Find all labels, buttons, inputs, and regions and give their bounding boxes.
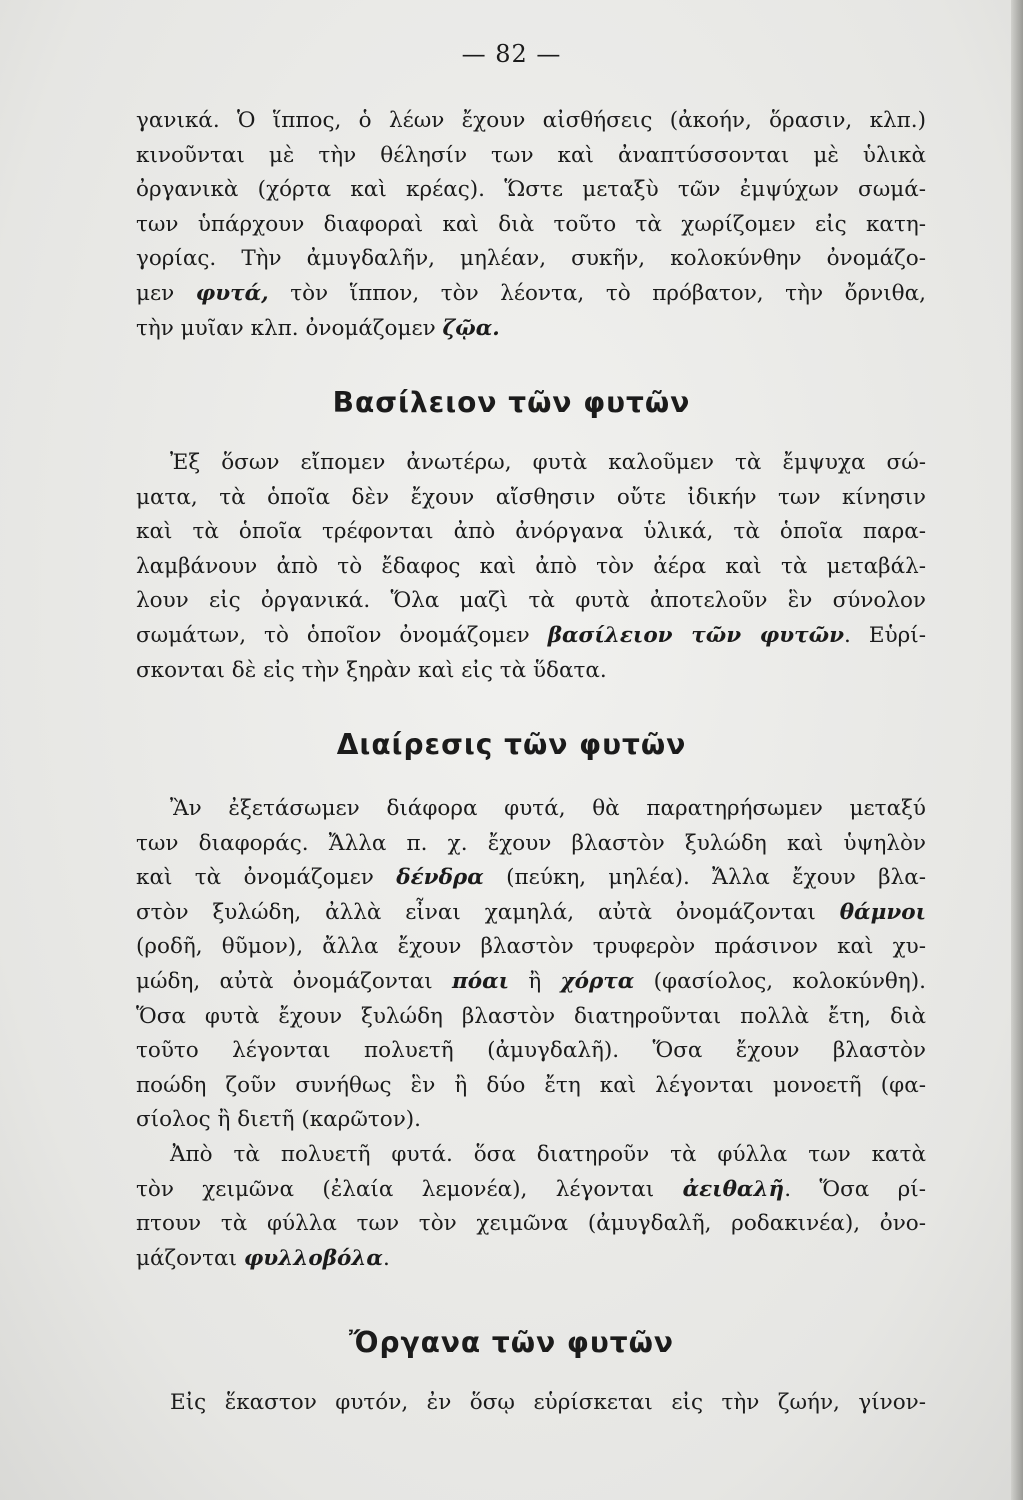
term-plant-kingdom: βασίλειον τῶν φυτῶν: [547, 622, 845, 648]
text-line: ματα, τὰ ὁποῖα δὲν ἔχουν αἴσθησιν οὔτε ἰδικήν των κίνησιν: [136, 484, 926, 510]
text-line: γανικά. Ὁ ἵππος, ὁ λέων ἔχουν αἰσθήσεις (ἀκοήν, ὅρασιν, κλπ.): [136, 108, 926, 133]
text-line: (ροδῆ, θῦμον), ἄλλα ἔχουν βλαστὸν τρυφερὸν πράσινον καὶ χυ-: [136, 934, 926, 960]
text-fragment: . Ὅσα ρί-: [784, 1176, 927, 1202]
term-plants: φυτά,: [195, 280, 269, 306]
text-line: [136, 896, 926, 931]
text-line: Εἰς ἕκαστον φυτόν, ἐν ὅσῳ εὑρίσκεται εἰς τὴν ζωήν, γίνον-: [170, 1390, 926, 1415]
text-fragment: τὴν μυῖαν κλπ. ὀνομάζομεν: [136, 315, 436, 341]
text-line: [136, 277, 926, 312]
text-line: καὶ τὰ ὁποῖα τρέφονται ἀπὸ ἀνόργανα ὑλικά, τὰ ὁποῖα παρα-: [136, 519, 926, 545]
text-line: των διαφοράς. Ἄλλα π. χ. ἔχουν βλαστὸν ξυλώδη καὶ ὑψηλὸν: [136, 830, 926, 856]
text-line: Ἐξ ὅσων εἴπομεν ἀνωτέρω, φυτὰ καλοῦμεν τὰ ἔμψυχα σώ-: [170, 450, 926, 475]
text-line: κινοῦνται μὲ τὴν θέλησίν των καὶ ἀναπτύσσονται μὲ ὑλικὰ: [136, 142, 926, 168]
text-line: ποώδη ζοῦν συνήθως ἓν ἢ δύο ἔτη καὶ λέγονται μονοετῆ (φα-: [136, 1072, 926, 1098]
section-heading-kingdom: Βασίλειον τῶν φυτῶν: [332, 386, 691, 419]
division-paragraph: [136, 792, 926, 1276]
text-line: τοῦτο λέγονται πολυετῆ (ἀμυγδαλῆ). Ὅσα ἔχουν βλαστὸν: [136, 1038, 926, 1064]
text-fragment: σωμάτων, τὸ ὁποῖον ὀνομάζομεν: [136, 622, 530, 648]
text-line: [136, 1242, 926, 1277]
text-line: πτουν τὰ φύλλα των τὸν χειμῶνα (ἀμυγδαλῆ, ροδακινέα), ὀνο-: [136, 1211, 926, 1237]
organs-paragraph: [136, 1386, 926, 1421]
text-line: ὀργανικὰ (χόρτα καὶ κρέας). Ὥστε μεταξὺ τῶν ἐμψύχων σωμά-: [136, 177, 926, 203]
text-line: [136, 1173, 926, 1208]
text-fragment: καὶ τὰ ὀνομάζομεν: [136, 865, 374, 891]
text-line: των ὑπάρχουν διαφοραὶ καὶ διὰ τοῦτο τὰ χωρίζομεν εἰς κατη-: [136, 211, 926, 237]
text-fragment: μάζονται: [136, 1245, 238, 1271]
section-heading-organs: Ὄργανα τῶν φυτῶν: [349, 1326, 674, 1359]
term-herbs: πόαι: [452, 968, 510, 994]
intro-paragraph: [136, 104, 926, 346]
term-deciduous: φυλλοβόλα: [243, 1245, 383, 1271]
text-fragment: (φασίολος, κολοκύνθη).: [653, 968, 926, 994]
text-line: [136, 861, 926, 896]
text-line: σίολος ἢ διετῆ (καρῶτον).: [136, 1107, 421, 1133]
text-line: Ἂν ἐξετάσωμεν διάφορα φυτά, θὰ παρατηρήσωμεν μεταξύ: [170, 796, 926, 821]
text-fragment: ἢ: [528, 968, 542, 994]
text-fragment: (πεύκη, μηλέα). Ἄλλα ἔχουν βλα-: [506, 865, 927, 891]
text-fragment: τὸν χειμῶνα (ἐλαία λεμονέα), λέγονται: [136, 1176, 655, 1202]
text-line: [136, 965, 926, 1000]
section-heading-division: Διαίρεσις τῶν φυτῶν: [336, 728, 687, 761]
term-shrubs: θάμνοι: [839, 899, 926, 925]
text-line: [136, 312, 926, 347]
term-trees: δένδρα: [396, 865, 484, 891]
text-fragment: . Εὑρί-: [844, 622, 926, 648]
text-line: Ὅσα φυτὰ ἔχουν ξυλώδη βλαστὸν διατηροῦνται πολλὰ ἔτη, διὰ: [136, 1003, 926, 1029]
text-fragment: μώδη, αὐτὰ ὀνομάζονται: [136, 968, 433, 994]
text-fragment: μεν: [136, 280, 175, 306]
text-line: σκονται δὲ εἰς τὴν ξηρὰν καὶ εἰς τὰ ὕδατα.: [136, 657, 607, 683]
text-line: λαμβάνουν ἀπὸ τὸ ἔδαφος καὶ ἀπὸ τὸν ἀέρα καὶ τὰ μεταβάλ-: [136, 553, 926, 579]
term-grasses: χόρτα: [560, 968, 635, 994]
kingdom-paragraph: [136, 446, 926, 688]
term-evergreen: ἀειθαλῆ: [682, 1176, 785, 1202]
text-fragment: στὸν ξυλώδη, ἀλλὰ εἶναι χαμηλά, αὐτὰ ὀνομάζονται: [136, 899, 816, 925]
text-fragment: τὸν ἵππον, τὸν λέοντα, τὸ πρόβατον, τὴν ὄρνιθα,: [290, 280, 926, 306]
text-fragment: .: [382, 1245, 390, 1271]
term-animals: ζῷα.: [442, 315, 500, 341]
text-line: λουν εἰς ὀργανικά. Ὅλα μαζὶ τὰ φυτὰ ἀποτελοῦν ἓν σύνολον: [136, 588, 926, 614]
text-line: Ἀπὸ τὰ πολυετῆ φυτά. ὅσα διατηροῦν τὰ φύλλα των κατὰ: [170, 1141, 926, 1167]
page-number: — 82 —: [461, 40, 562, 68]
text-line: γορίας. Τὴν ἀμυγδαλῆν, μηλέαν, συκῆν, κολοκύνθην ὀνομάζο-: [136, 246, 926, 272]
text-line: [136, 619, 926, 654]
